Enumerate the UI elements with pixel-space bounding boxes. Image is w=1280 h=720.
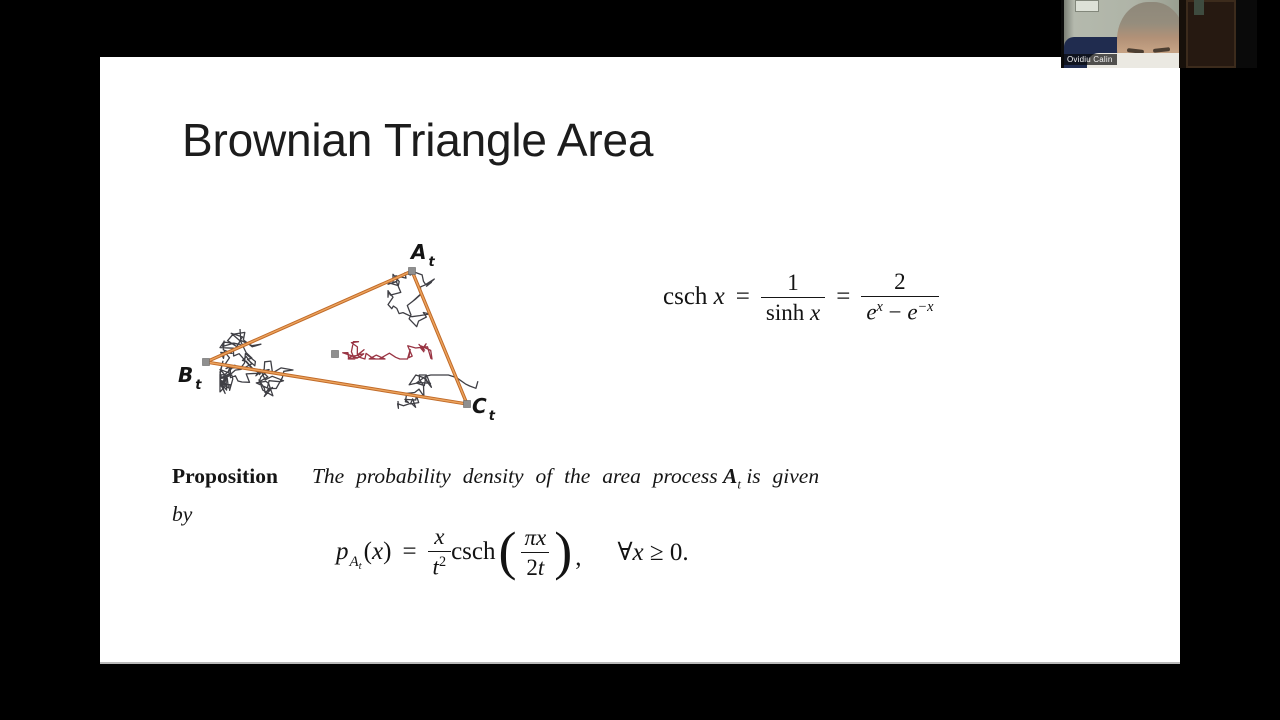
area-process-symbol: $A_t$	[722, 464, 741, 492]
participant-name-label: Ovidiu Calin	[1063, 54, 1117, 65]
vertex-a-subscript: t	[428, 255, 435, 270]
equals-sign: =	[402, 538, 417, 565]
proposition-block	[172, 461, 942, 530]
csch-identity-formula	[663, 267, 939, 327]
slide-title: Brownian Triangle Area	[182, 114, 654, 166]
presentation-slide	[100, 57, 1180, 664]
webcam-door-pane	[1194, 0, 1204, 15]
csch-function: csch	[451, 538, 496, 565]
vertex-b-subscript: t	[195, 378, 202, 393]
fraction-pix-over-2t: $\frac{\pi x}{2t}$	[519, 526, 551, 579]
webcam-thumbnail[interactable]	[1061, 0, 1257, 68]
csch-argument: x	[713, 283, 725, 310]
comma: ,	[575, 544, 582, 571]
webcam-door-frame	[1179, 0, 1186, 68]
vertex-b-letter: B	[178, 363, 194, 387]
density-lhs: $p_{A_t}(x)$	[336, 538, 392, 572]
webcam-door	[1186, 0, 1236, 68]
fraction-x-over-t2: $\frac{x}{t^2}$	[428, 525, 452, 579]
vertex-c-subscript: t	[488, 409, 495, 424]
density-formula	[336, 523, 689, 581]
fraction-one-over-sinh: $\frac{1}{\text{sinh x}}$	[761, 271, 825, 324]
vertex-label-a	[411, 240, 433, 268]
proposition-continuation: by	[172, 502, 193, 527]
proposition-lead-text: The probability density of the area process	[311, 464, 718, 488]
webcam-dark-wall	[1236, 0, 1257, 68]
vertex-c-letter: C	[472, 394, 487, 418]
equals-sign: =	[735, 283, 750, 310]
forall-condition: ∀x ≥ 0.	[617, 539, 689, 566]
vertex-label-b	[178, 363, 202, 393]
right-parenthesis: )	[554, 521, 573, 582]
csch-function: csch	[663, 283, 708, 310]
webcam-person-eyebrow	[1153, 47, 1170, 52]
proposition-heading: Proposition	[172, 464, 278, 488]
fraction-two-over-exp: $\frac{2}{e^x - e^{-x}}$	[861, 270, 938, 324]
webcam-wall-frame	[1075, 0, 1099, 12]
vertex-label-c	[472, 394, 493, 422]
left-parenthesis: (	[498, 521, 517, 582]
proposition-tail-text: is given	[746, 464, 820, 488]
vertex-a-letter: A	[411, 240, 427, 264]
equals-sign: =	[836, 283, 851, 310]
